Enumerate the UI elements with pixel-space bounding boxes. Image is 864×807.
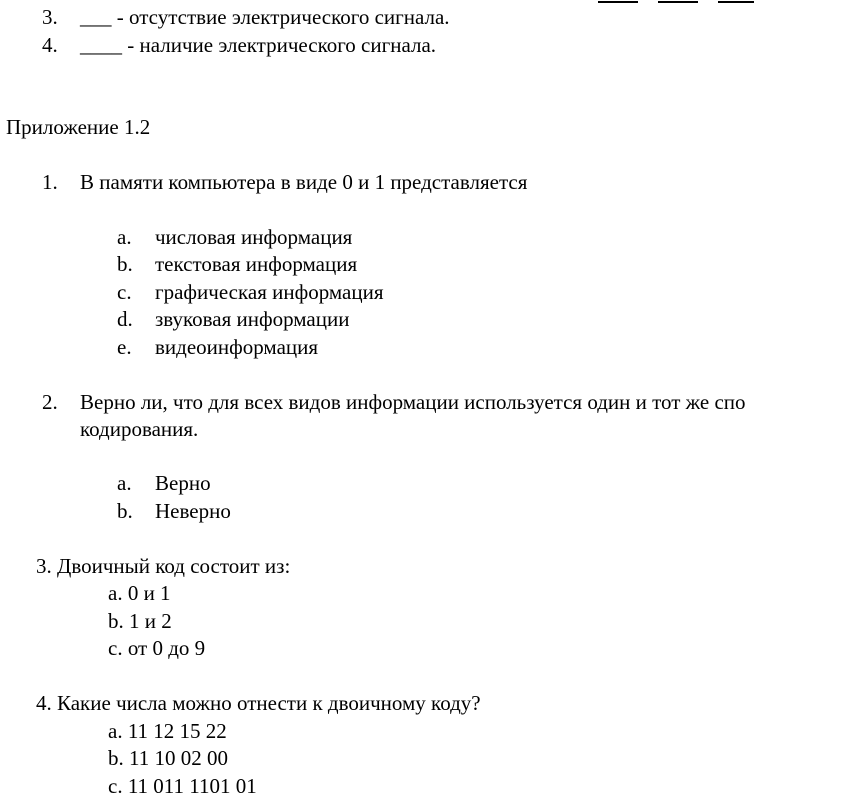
option-letter: c.: [117, 280, 132, 304]
option-text: видеоинформация: [155, 335, 319, 359]
answer-blank: ___: [80, 5, 112, 29]
option-text: a. 11 12 15 22: [108, 719, 227, 743]
option-text: графическая информация: [155, 280, 384, 304]
item-text: - наличие электрического сигнала.: [127, 33, 437, 57]
question-text-line2: кодирования.: [80, 417, 199, 441]
item-number: 3.: [42, 5, 58, 29]
item-text: - отсутствие электрического сигнала.: [116, 5, 450, 29]
list-item-content: [80, 7, 450, 28]
option-text: c. 11 011 1101 01: [108, 774, 257, 798]
underline-fragment: [658, 1, 698, 3]
answer-blank: ____: [80, 33, 122, 57]
question-number: 1.: [42, 170, 58, 194]
option-text: Неверно: [155, 499, 231, 523]
item-number: 4.: [42, 33, 58, 57]
question-text: 3. Двоичный код состоит из:: [36, 554, 291, 578]
option-text: Верно: [155, 471, 211, 495]
option-text: b. 1 и 2: [108, 609, 172, 633]
section-title: Приложение 1.2: [6, 115, 151, 139]
option-text: звуковая информации: [155, 307, 350, 331]
option-letter: b.: [117, 499, 133, 523]
option-text: числовая информация: [155, 225, 353, 249]
option-text: a. 0 и 1: [108, 581, 171, 605]
underline-fragment: [718, 1, 754, 3]
list-item: [42, 35, 58, 56]
option-letter: b.: [117, 252, 133, 276]
question-text-line1: Верно ли, что для всех видов информации используется один и тот же спо: [80, 390, 746, 414]
list-item-content: [80, 35, 436, 56]
question-number: 2.: [42, 390, 58, 414]
option-text: b. 11 10 02 00: [108, 746, 228, 770]
option-letter: a.: [117, 225, 132, 249]
question-text: 4. Какие числа можно отнести к двоичному коду?: [36, 691, 481, 715]
clipped-previous-line: [78, 0, 778, 4]
question-text: В памяти компьютера в виде 0 и 1 представляется: [80, 170, 528, 194]
option-letter: a.: [117, 471, 132, 495]
option-text: c. от 0 до 9: [108, 636, 206, 660]
list-item: [42, 7, 58, 28]
option-letter: e.: [117, 335, 132, 359]
option-text: текстовая информация: [155, 252, 358, 276]
option-letter: d.: [117, 307, 133, 331]
underline-fragment: [598, 1, 638, 3]
